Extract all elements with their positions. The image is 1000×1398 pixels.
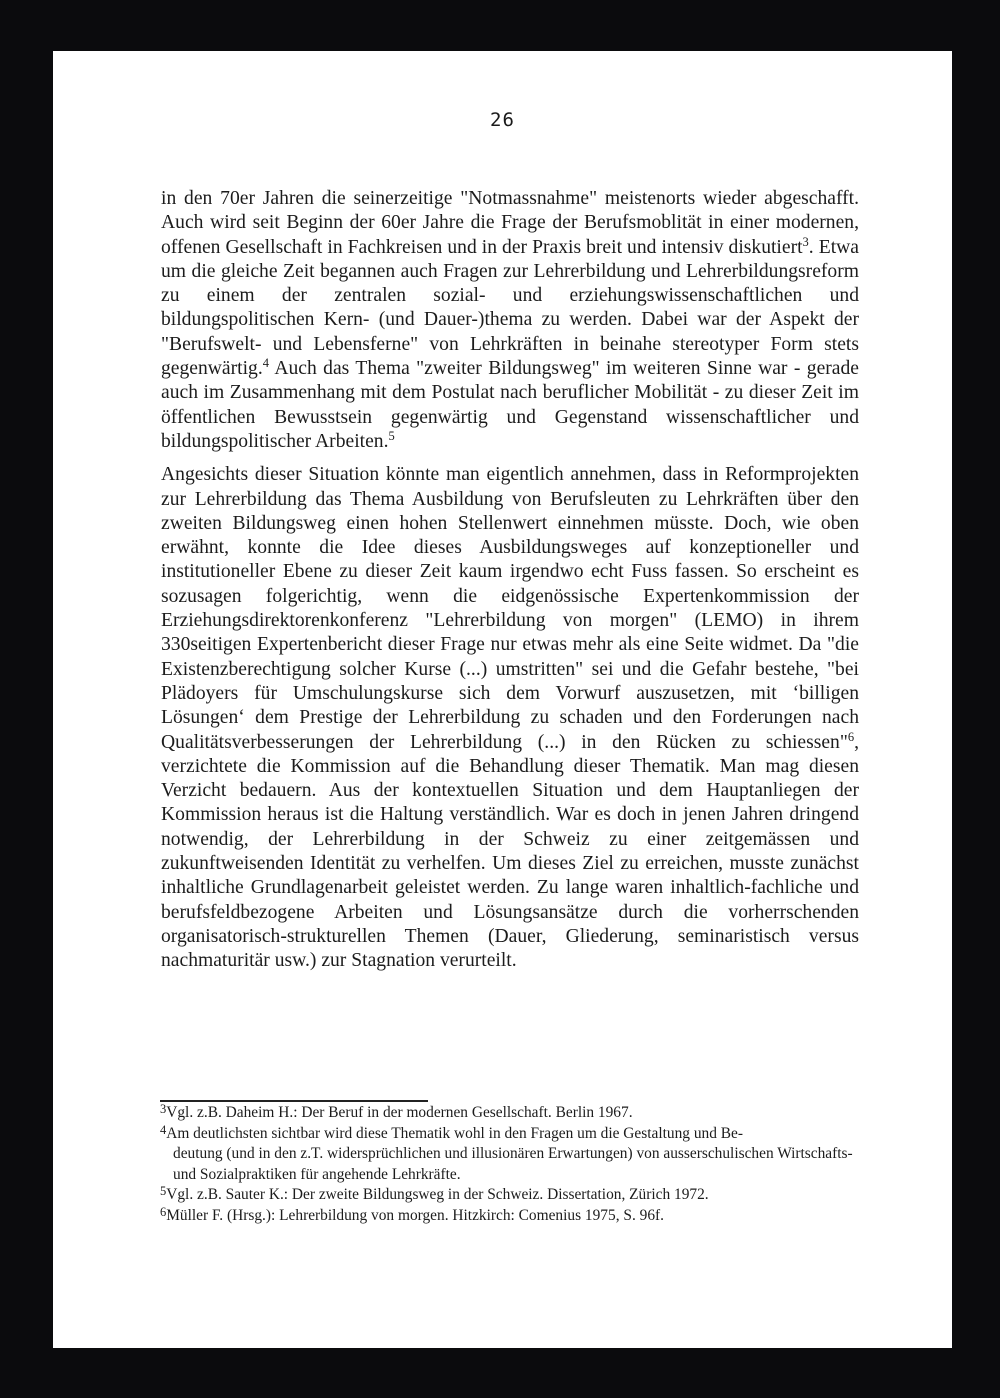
paragraph-text: . Etwa um die gleiche Zeit begannen auch Fragen zur Lehrerbildung und Lehrerbildungsreform zu einem der zentralen sozial- und erziehungswissenschaftlichen und bildungspolitischen Kern- (und Dauer-)thema zu werden. Dabei war der Aspekt der "Berufswelt- und Lebensferne" von Lehrkräften in beinahe stereotyper Form stets gegenwärtig. [161, 236, 859, 380]
footnote-text: Am deutlichsten sichtbar wird diese Thematik wohl in den Fragen um die Gestaltung und Be- [166, 1124, 743, 1142]
footnote-divider [160, 1100, 428, 1102]
footnote-ref-5[interactable]: 5 [388, 428, 395, 443]
document-page [53, 51, 952, 1348]
paragraph-text: Auch das Thema "zweiter Bildungsweg" im weiteren Sinne war - gerade auch im Zusammenhang mit dem Postulat nach beruflicher Mobilität - zu dieser Zeit im öffentlichen Bewusstsein gegenwärtig und Gegenstand wissenschaftlicher und bildungspolitischer Arbeiten. [161, 358, 859, 452]
footnote-text: Vgl. z.B. Sauter K.: Der zweite Bildungsweg in der Schweiz. Dissertation, Zürich 1972. [166, 1186, 709, 1203]
footnote-text: Vgl. z.B. Daheim H.: Der Beruf in der modernen Gesellschaft. Berlin 1967. [166, 1104, 633, 1121]
footnote-5 [160, 1185, 865, 1206]
footnote-ref-4[interactable]: 4 [262, 356, 269, 371]
paragraph-2 [161, 463, 859, 973]
footnote-text-continuation: deutung (und in den z.T. widersprüchlichen und illusionären Erwartungen) von ausserschulischen Wirtschafts- und Sozialpraktiken für angehende Lehrkräfte. [173, 1145, 853, 1183]
footnote-ref-3[interactable]: 3 [802, 234, 809, 249]
paragraph-text: Angesichts dieser Situation könnte man eigentlich annehmen, dass in Reformprojekten zur Lehrerbildung das Thema Ausbildung von Berufsleuten zu Lehrkräften über den zweiten Bildungsweg einen hohen Stellenwert einnehmen müsste. Doch, wie oben erwähnt, konnte die Idee dieses Ausbildungsweges auf konzeptioneller und institutioneller Ebene zu dieser Zeit kaum irgendwo echt Fuss fassen. So erscheint es sozusagen folgerichtig, wenn die eidgenössische Expertenkommission der Erziehungsdirektorenkonferenz "Lehrerbildung von morgen" (LEMO) in ihrem 330seitigen Expertenbericht dieser Frage nur etwas mehr als eine Seite widmet. Da "die Existenzberechtigung solcher Kurse (...) umstritten" sei und die Gefahr bestehe, "bei Plädoyers für Umschulungskurse sich dem Vorwurf auszusetzen, mit ‘billigen Lösungen‘ dem Prestige der Lehrerbildung zu schaden und den Forderungen nach Qualitätsverbesserungen der Lehrerbildung (...) in den Rücken zu schiessen" [161, 464, 859, 753]
footnote-number: 5 [160, 1184, 167, 1198]
footnote-number: 6 [160, 1204, 167, 1219]
footnote-text: Müller F. (Hrsg.): Lehrerbildung von morgen. Hitzkirch: Comenius 1975, S. 96f. [166, 1206, 665, 1224]
footnotes [160, 1103, 865, 1226]
body-text [161, 187, 859, 983]
footnote-number: 3 [160, 1102, 167, 1116]
footnote-number: 4 [160, 1122, 167, 1137]
footnote-6 [160, 1206, 865, 1227]
footnote-4 [160, 1124, 865, 1186]
footnote-ref-6[interactable]: 6 [847, 729, 855, 744]
footnote-3 [160, 1103, 865, 1124]
page-number: 26 [490, 109, 515, 131]
paragraph-1 [161, 187, 859, 454]
paragraph-text: in den 70er Jahren die seinerzeitige "Notmassnahme" meistenorts wieder abgeschafft. Auch wird seit Beginn der 60er Jahre die Frage der Berufsmoblität in einer modernen, offenen Gesellschaft in Fachkreisen und in der Praxis breit und intensiv diskutiert [161, 188, 859, 258]
paragraph-text: , verzichtete die Kommission auf die Behandlung dieser Thematik. Man mag diesen Verzicht bedauern. Aus der kontextuellen Situation und dem Hauptanliegen der Kommission heraus ist die Haltung verständlich. War es doch in jenen Jahren dringend notwendig, der Lehrerbildung in der Schweiz zu einer zeitgemässen und zukunftweisenden Identität zu verhelfen. Um dieses Ziel zu erreichen, musste zunächst inhaltliche Grundlagenarbeit geleistet werden. Zu lange waren inhaltlich-fachliche und berufsfeldbezogene Arbeiten und Lösungsansätze durch die vorherrschenden organisatorisch-strukturellen Themen (Dauer, Gliederung, seminaristisch versus nachmaturitär usw.) zur Stagnation verurteilt. [161, 731, 859, 972]
